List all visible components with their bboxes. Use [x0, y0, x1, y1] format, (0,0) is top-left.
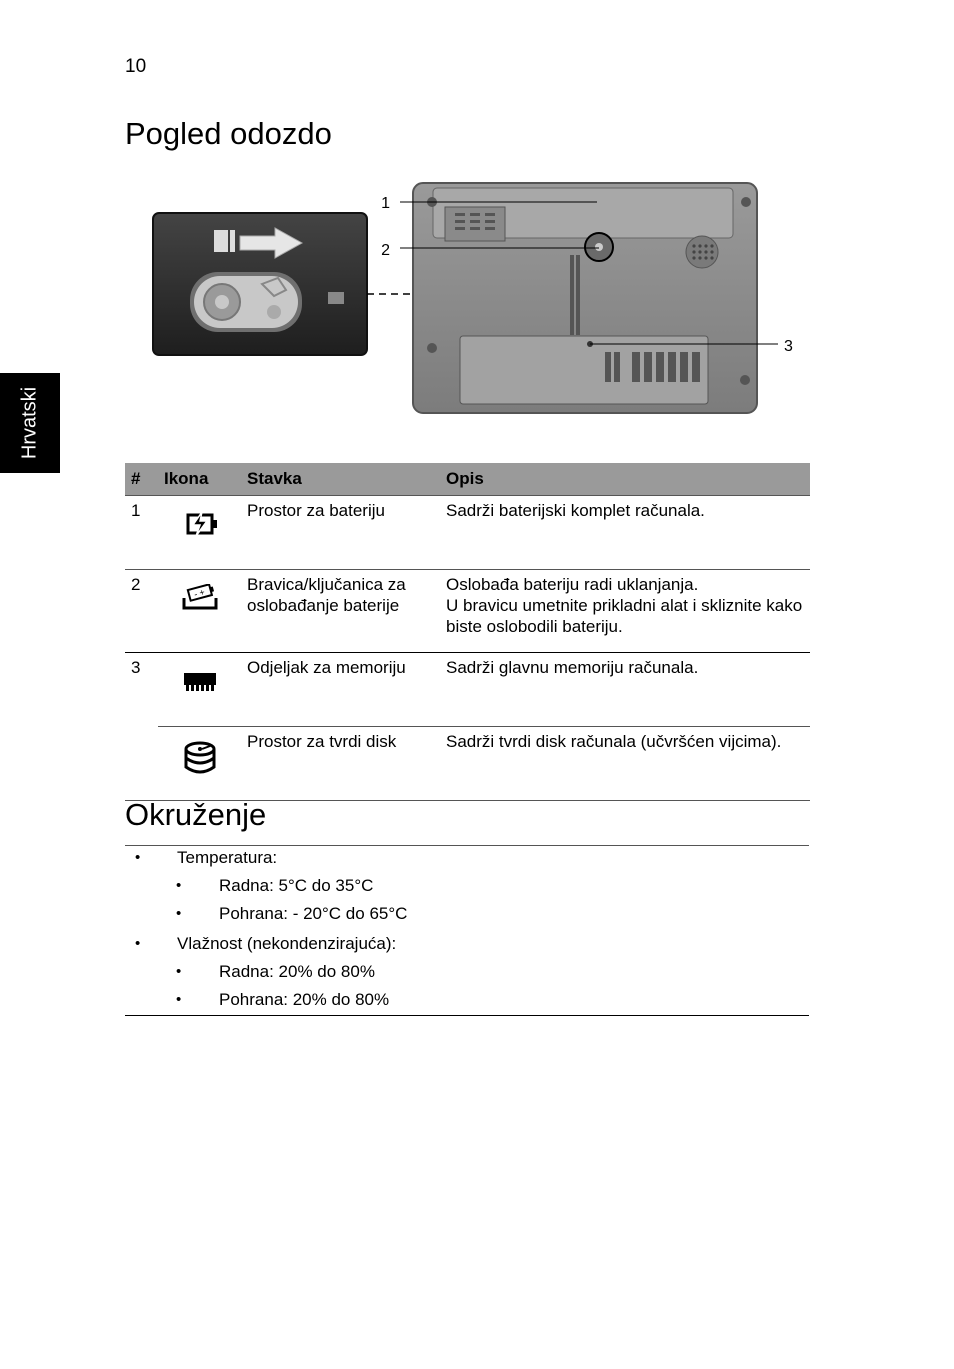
row-description: Sadrži tvrdi disk računala (učvršćen vijcima).	[446, 732, 782, 751]
bullet: •	[176, 905, 182, 922]
header-number: #	[125, 463, 158, 496]
battery-latch-zoom	[153, 213, 367, 355]
row-description: Oslobađa bateriju radi uklanjanja.	[446, 575, 699, 594]
bullet: •	[176, 877, 182, 894]
callout-3-label: 3	[784, 338, 793, 355]
row-number: 1	[125, 496, 158, 570]
table-header-row	[125, 463, 810, 496]
list-item	[125, 932, 809, 960]
language-side-tab	[0, 373, 60, 473]
bullet: •	[176, 963, 182, 980]
table-row	[125, 653, 810, 727]
bullet: •	[176, 991, 182, 1008]
row-item: Bravica/ključanica za oslobađanje baterije	[241, 570, 440, 653]
laptop-body	[413, 183, 757, 413]
list-item	[125, 960, 809, 988]
table-row	[125, 727, 810, 801]
list-item	[125, 902, 809, 930]
list-item-label: Radna: 20% do 80%	[219, 962, 375, 981]
memory-icon	[180, 667, 220, 695]
bullet: •	[135, 935, 141, 952]
list-item-label: Radna: 5°C do 35°C	[219, 876, 374, 895]
callout-1-label: 1	[381, 195, 390, 212]
row-item: Odjeljak za memoriju	[241, 653, 440, 727]
row-description: Sadrži baterijski komplet računala.	[446, 501, 705, 520]
bottom-view-parts-table	[125, 463, 810, 801]
callout-2-label: 2	[381, 242, 390, 259]
environment-bottom-divider	[125, 1015, 809, 1016]
row-number: 2	[125, 570, 158, 653]
section-title-bottom-view: Pogled odozdo	[125, 116, 332, 151]
page-number: 10	[125, 56, 147, 77]
list-item-label: Pohrana: 20% do 80%	[219, 990, 390, 1009]
battery-release-icon	[180, 584, 220, 612]
list-item	[125, 988, 809, 1016]
header-description: Opis	[440, 463, 810, 496]
language-side-tab-label: Hrvatski	[18, 386, 41, 460]
list-item	[125, 874, 809, 902]
header-icon: Ikona	[158, 463, 241, 496]
laptop-bottom-illustration	[150, 180, 810, 420]
table-row	[125, 496, 810, 570]
environment-spec-list	[125, 846, 809, 1016]
row-description: U bravicu umetnite prikladni alat i skliznite kako biste oslobodili bateriju.	[446, 596, 803, 636]
hard-disk-icon	[180, 741, 220, 775]
row-item: Prostor za tvrdi disk	[241, 727, 440, 801]
row-number	[125, 727, 158, 801]
list-item-label: Temperatura:	[177, 848, 278, 867]
header-item: Stavka	[241, 463, 440, 496]
row-item: Prostor za bateriju	[241, 496, 440, 570]
list-item-label: Vlažnost (nekondenzirajuća):	[177, 934, 397, 953]
bullet: •	[135, 849, 141, 866]
list-item	[125, 846, 809, 874]
table-row	[125, 570, 810, 653]
section-title-environment: Okruženje	[125, 797, 267, 832]
row-description: Sadrži glavnu memoriju računala.	[446, 658, 699, 677]
battery-icon	[180, 510, 220, 538]
row-number: 3	[131, 658, 141, 677]
list-item-label: Pohrana: - 20°C do 65°C	[219, 904, 408, 923]
laptop-bottom-figure	[150, 180, 810, 420]
svg-text:- +: - +	[192, 586, 206, 600]
